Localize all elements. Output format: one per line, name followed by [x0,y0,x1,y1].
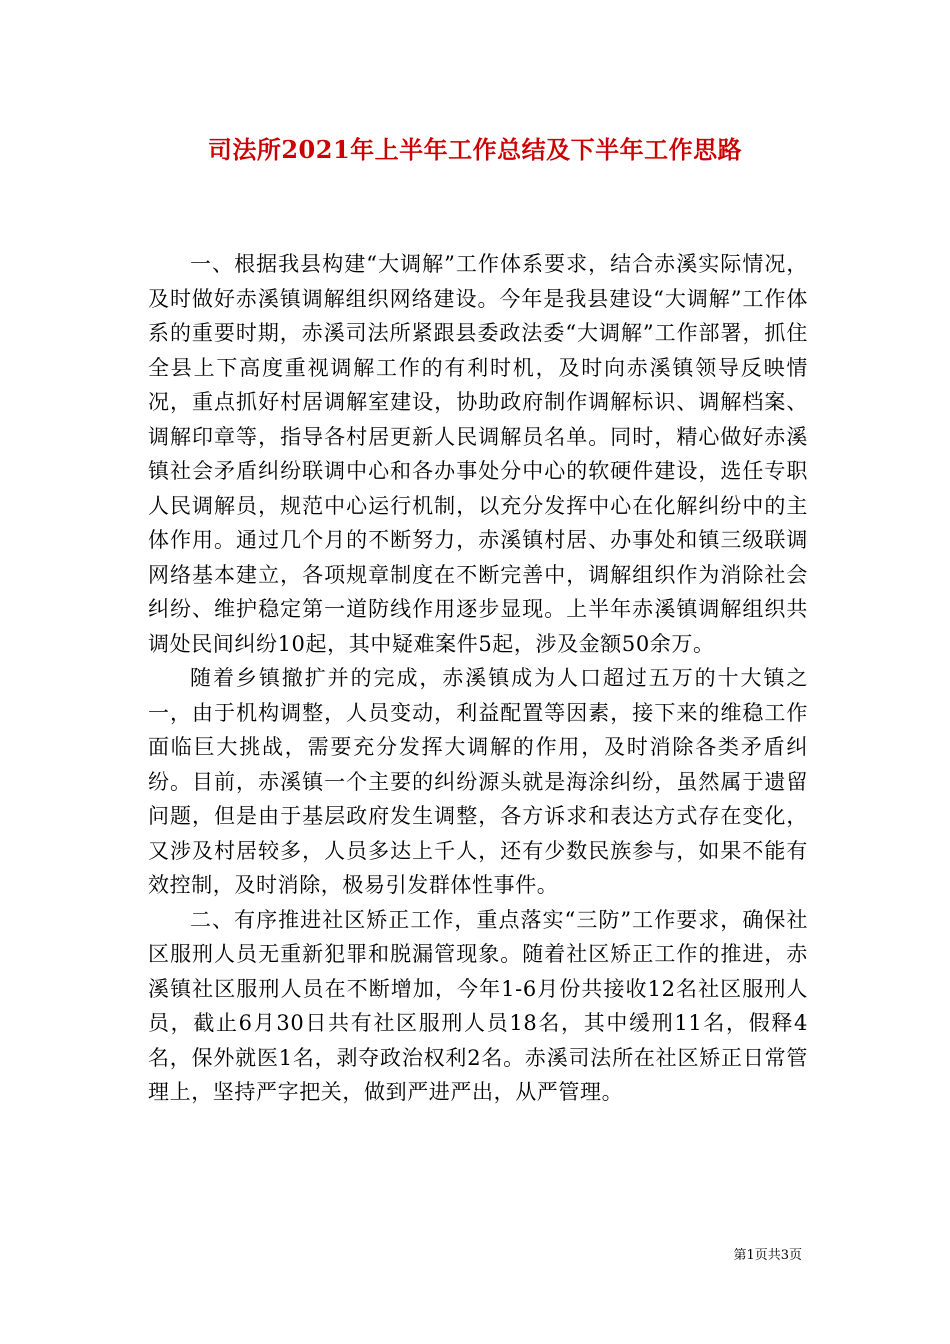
page-number: 第1页共3页 [733,1248,802,1263]
paragraph-1: 一、根据我县构建“大调解”工作体系要求，结合赤溪实际情况，及时做好赤溪镇调解组织网络建设。今年是我县建设“大调解”工作体系的重要时期，赤溪司法所紧跟县委政法委“大调解”工作部署，抓住全县上下高度重视调解工作的有利时机，及时向赤溪镇领导反映情况，重点抓好村居调解室建设，协助政府制作调解标识、调解档案、调解印章等，指导各村居更新人民调解员名单。同时，精心做好赤溪镇社会矛盾纠纷联调中心和各办事处分中心的软硬件建设，选任专职人民调解员，规范中心运行机制，以充分发挥中心在化解纠纷中的主体作用。通过几个月的不断努力，赤溪镇村居、办事处和镇三级联调网络基本建立，各项规章制度在不断完善中，调解组织作为消除社会纠纷、维护稳定第一道防线作用逐步显现。上半年赤溪镇调解组织共调处民间纠纷10起，其中疑难案件5起，涉及金额50余万。 [148,252,808,656]
paragraph-2: 随着乡镇撤扩并的完成，赤溪镇成为人口超过五万的十大镇之一，由于机构调整，人员变动，利益配置等因素，接下来的维稳工作面临巨大挑战，需要充分发挥大调解的作用，及时消除各类矛盾纠纷。目前，赤溪镇一个主要的纠纷源头就是海涂纠纷，虽然属于遗留问题，但是由于基层政府发生调整，各方诉求和表达方式存在变化，又涉及村居较多，人员多达上千人，还有少数民族参与，如果不能有效控制，及时消除，极易引发群体性事件。 [148,666,808,897]
paragraph-3: 二、有序推进社区矫正工作，重点落实“三防”工作要求，确保社区服刑人员无重新犯罪和脱漏管现象。随着社区矫正工作的推进，赤溪镇社区服刑人员在不断增加，今年1-6月份共接收12名社区服刑人员，截止6月30日共有社区服刑人员18名，其中缓刑11名，假释4名，保外就医1名，剥夺政治权利2名。赤溪司法所在社区矫正日常管理上，坚持严字把关，做到严进严出，从严管理。 [148,907,808,1104]
document-body [148,247,808,1110]
document-title: 司法所2021年上半年工作总结及下半年工作思路 [207,135,743,164]
